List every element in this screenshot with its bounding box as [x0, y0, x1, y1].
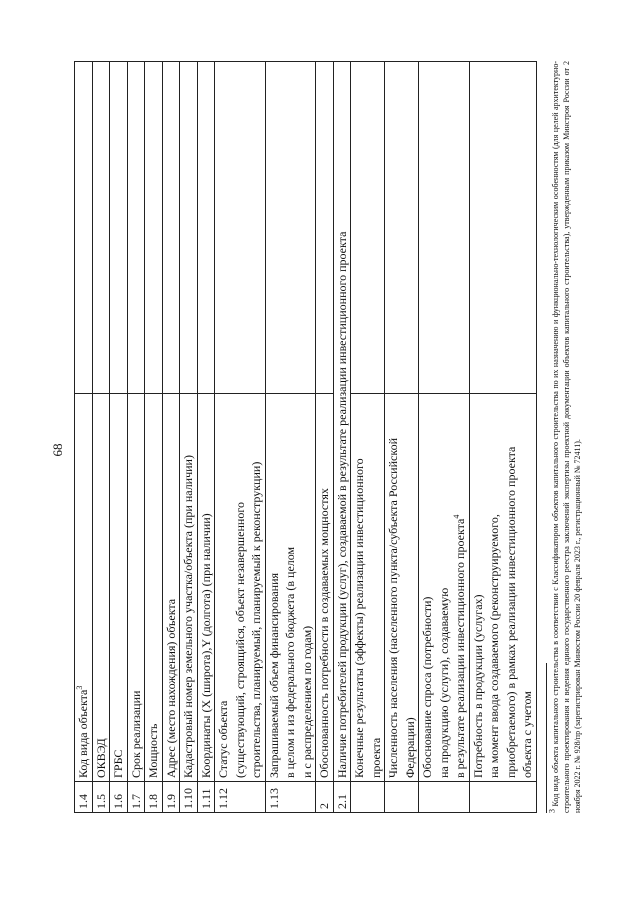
- row-label-cell: [215, 394, 266, 782]
- row-label-line: [351, 397, 368, 778]
- table-row: [92, 62, 110, 813]
- row-value-cell[interactable]: [110, 62, 128, 394]
- row-label-text: ГРБС: [111, 749, 125, 779]
- table-row: [75, 62, 93, 813]
- table-row: [419, 62, 470, 813]
- row-value-cell[interactable]: [469, 62, 536, 394]
- footnote-reference: 4: [452, 514, 461, 519]
- row-number-cell: 1.8: [145, 782, 163, 813]
- row-label-line: [128, 397, 145, 778]
- table-row: [316, 62, 334, 813]
- row-number-cell: 1.11: [197, 782, 215, 813]
- row-number-cell: 1.7: [127, 782, 145, 813]
- investment-project-table: [74, 61, 537, 813]
- row-label-cell: [180, 394, 198, 782]
- row-number-cell: 1.13: [265, 782, 316, 813]
- row-label-text: Мощность: [146, 723, 160, 779]
- row-label-cell: [127, 394, 145, 782]
- footnote: [547, 61, 583, 813]
- row-label-line: [452, 397, 469, 778]
- row-label-line: [368, 397, 385, 778]
- row-value-cell[interactable]: [419, 62, 470, 394]
- row-label-text: Код вида объекта: [76, 689, 90, 779]
- row-label-line: [93, 397, 110, 778]
- row-label-text: Кадастровый номер земельного участка/объекта (при наличии): [181, 455, 195, 779]
- row-number-cell: 1.12: [215, 782, 266, 813]
- row-label-line: [282, 397, 299, 778]
- row-label-text: в результате реализации инвестиционного проекта: [453, 518, 467, 779]
- row-label-text: объекта с учетом: [520, 691, 534, 779]
- row-label-cell: [419, 394, 470, 782]
- row-label-line: [436, 397, 453, 778]
- page-number: 68: [50, 443, 65, 457]
- row-label-line: [316, 397, 333, 778]
- table-row: [110, 62, 128, 813]
- row-label-text: Запрашиваемый объем финансирования: [266, 572, 281, 779]
- row-label-text: Адрес (место нахождения) объекта: [163, 598, 178, 779]
- row-label-text: Потребность в продукции (услугах): [470, 594, 485, 779]
- row-value-cell[interactable]: [351, 62, 385, 394]
- row-label-line: [248, 397, 265, 778]
- table-row: [333, 62, 351, 813]
- row-label-line: [110, 397, 127, 778]
- row-label-text: проекта: [368, 737, 383, 779]
- row-label-line: [215, 397, 232, 778]
- row-label-text: Координаты (X (широта),Y (долгота) (при наличии): [198, 513, 213, 779]
- row-value-cell[interactable]: [215, 62, 266, 394]
- row-label-line: [503, 397, 520, 778]
- row-label-line: [198, 397, 215, 778]
- row-label-line: [266, 397, 283, 778]
- row-label-cell: [385, 394, 419, 782]
- row-label-line: [299, 397, 316, 778]
- table-row: [385, 62, 419, 813]
- row-value-cell[interactable]: [316, 62, 334, 394]
- row-label-text: Федерации): [402, 717, 417, 779]
- table-row: [145, 62, 163, 813]
- row-value-cell[interactable]: [162, 62, 180, 394]
- row-label-line: [486, 397, 503, 778]
- row-value-cell[interactable]: [92, 62, 110, 394]
- footnote-divider: [546, 663, 547, 813]
- row-label-text: приобретаемого) в рамках реализации инвестиционного проекта: [503, 446, 518, 779]
- row-label-line: [163, 397, 180, 778]
- row-label-cell: [316, 394, 334, 782]
- row-label-cell: [469, 394, 536, 782]
- table-row: [180, 62, 198, 813]
- row-label-text: Статус объекта: [216, 700, 230, 779]
- row-label-line: [232, 397, 249, 778]
- row-label-cell: [110, 394, 128, 782]
- row-number-cell: 1.9: [162, 782, 180, 813]
- row-value-cell[interactable]: [75, 62, 93, 394]
- row-label-text: Обоснование спроса (потребности): [420, 596, 434, 779]
- table-row: [162, 62, 180, 813]
- row-label-cell: [333, 62, 351, 782]
- row-number-cell: 2.1: [333, 782, 351, 813]
- row-label-text: ОКВЭД: [93, 738, 108, 779]
- row-label-line: [75, 397, 92, 778]
- row-number-cell: 1.6: [110, 782, 128, 813]
- table-body: [75, 62, 537, 813]
- table-row: [265, 62, 316, 813]
- row-label-text: на продукцию (услуги), создаваемую: [436, 587, 451, 779]
- row-label-cell: [145, 394, 163, 782]
- row-label-cell: [265, 394, 316, 782]
- row-label-text: Конечные результаты (эффекты) реализации инвестиционного: [352, 458, 366, 779]
- row-label-line: [180, 397, 197, 778]
- row-number-cell: 1.10: [180, 782, 198, 813]
- footnote-reference: 3: [75, 685, 84, 690]
- row-label-line: [402, 397, 419, 778]
- table-row: [351, 62, 385, 813]
- row-value-cell[interactable]: [127, 62, 145, 394]
- row-label-text: Срок реализации: [128, 690, 143, 779]
- row-label-text: и с распределением по годам): [299, 625, 314, 779]
- table-row: [215, 62, 266, 813]
- row-number-cell: [469, 782, 536, 813]
- row-number-cell: 1.5: [92, 782, 110, 813]
- row-label-text: (существующий, строящийся, объект незавершенного: [232, 502, 247, 779]
- row-label-line: [334, 65, 351, 778]
- row-number-cell: 1.4: [75, 782, 93, 813]
- table-row: [197, 62, 215, 813]
- row-number-cell: 2: [316, 782, 334, 813]
- row-label-cell: [162, 394, 180, 782]
- footnote-marker: 3: [547, 809, 557, 813]
- row-number-cell: [351, 782, 385, 813]
- row-label-text: Наличие потребителей продукции (услуг), создаваемой в результате реализации инвестиционного проекта: [334, 231, 349, 779]
- footnote-text: Код вида объекта капитального строительства в соответствии с Классификатором объектов капитального строительства по их назначению и функционально-технологическим особенностям (для целей архитектурно-строительного проектирования и ведения единого государственного реестра заключений экспертизы проектной документации объектов капитального строительства), утвержденным приказом Минстроя России от 2 ноября 2022 г. № 928/пр (зарегистрирован Минюстом России 20 февраля 2023 г., регистрационный № 72411).: [551, 61, 582, 813]
- row-value-cell[interactable]: [385, 62, 419, 394]
- table-row: [469, 62, 536, 813]
- row-label-cell: [75, 394, 93, 782]
- row-label-cell: [92, 394, 110, 782]
- row-label-text: Обоснованность потребности в создаваемых мощностях: [317, 488, 331, 779]
- row-number-cell: [419, 782, 470, 813]
- table-row: [127, 62, 145, 813]
- row-value-cell[interactable]: [265, 62, 316, 394]
- row-number-cell: [385, 782, 419, 813]
- row-label-line: [519, 397, 536, 778]
- row-label-text: в целом и из федерального бюджета (в целом: [283, 546, 297, 779]
- row-label-line: [470, 397, 487, 778]
- row-label-text: на момент ввода создаваемого (реконструируемого,: [487, 514, 501, 779]
- row-label-line: [385, 397, 402, 778]
- row-label-cell: [197, 394, 215, 782]
- row-label-line: [145, 397, 162, 778]
- row-value-cell[interactable]: [197, 62, 215, 394]
- row-value-cell[interactable]: [180, 62, 198, 394]
- row-label-cell: [351, 394, 385, 782]
- row-value-cell[interactable]: [145, 62, 163, 394]
- row-label-line: [419, 397, 436, 778]
- row-label-text: Численность населения (населенного пункта/субъекта Российской: [386, 438, 400, 779]
- row-label-text: строительства, планируемый, планируемый к реконструкции): [249, 461, 263, 779]
